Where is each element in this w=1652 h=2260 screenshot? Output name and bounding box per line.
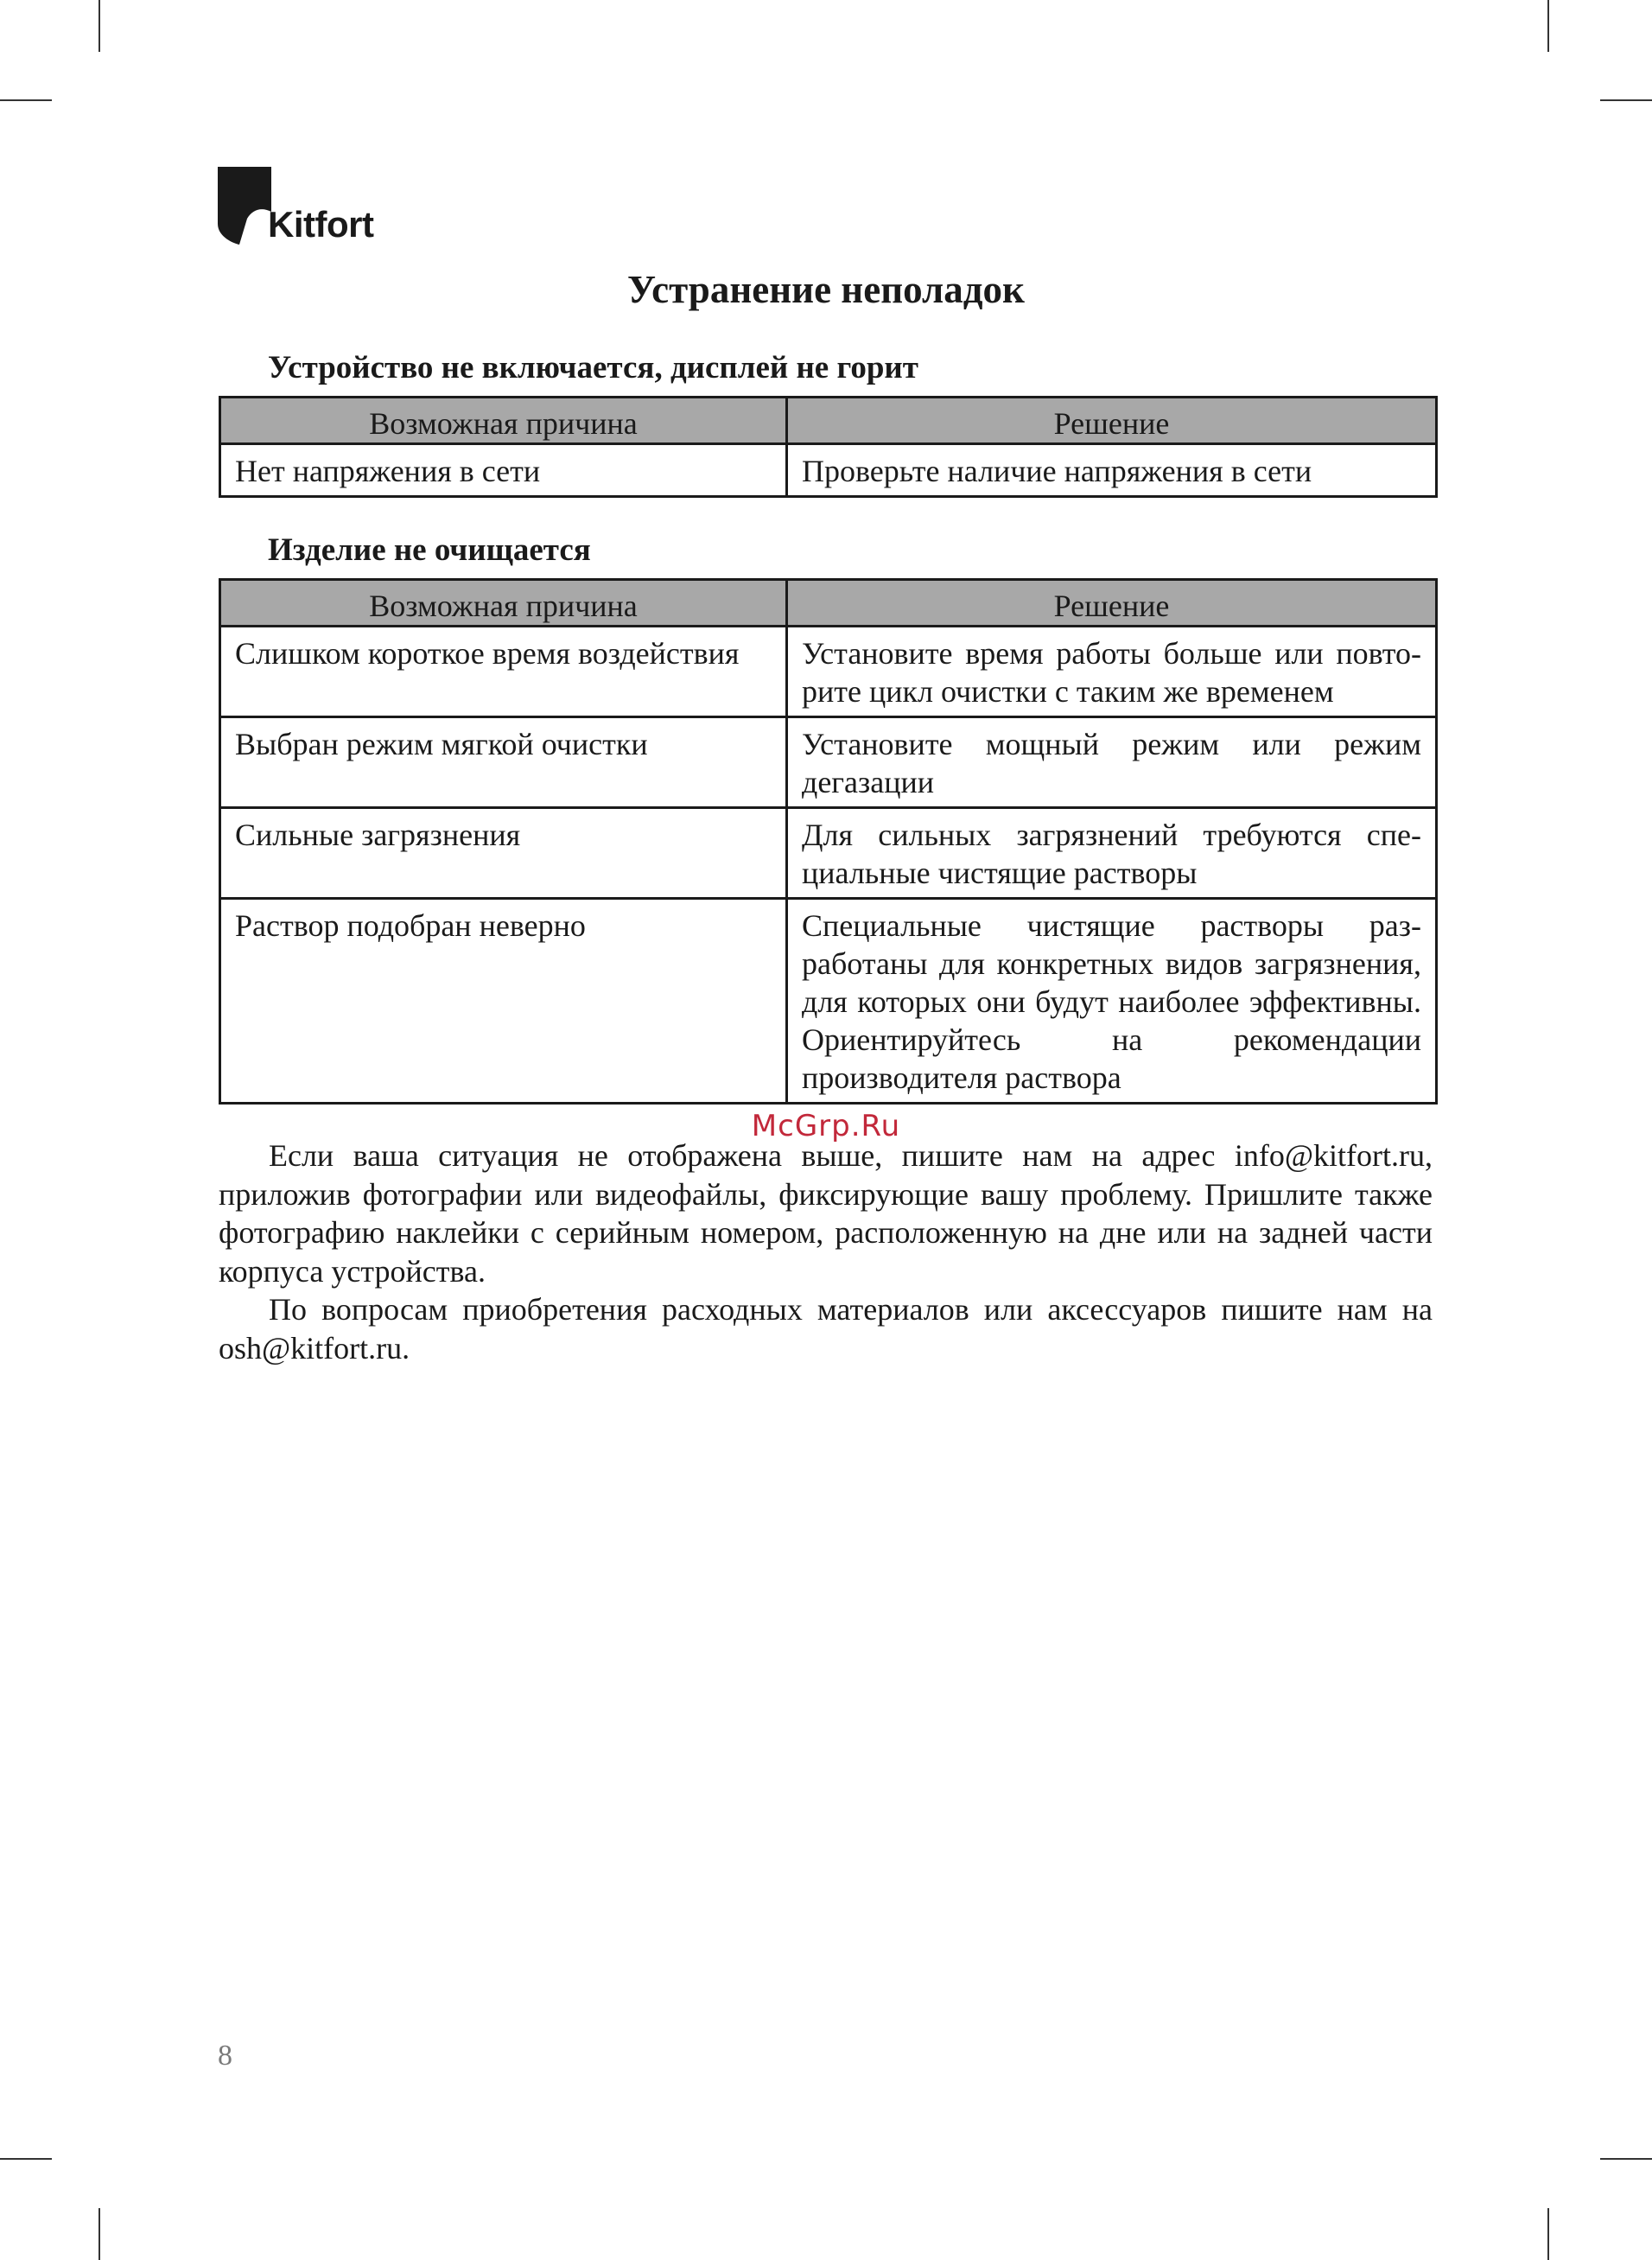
table-header-row	[220, 580, 1437, 627]
table-header-row	[220, 398, 1437, 444]
header-solution: Решение	[787, 580, 1437, 627]
page-number: 8	[218, 2040, 232, 2072]
crop-mark	[98, 0, 100, 52]
crop-mark	[98, 2208, 100, 2260]
solution-cell: Установите мощный режим или режим дегазации	[787, 717, 1437, 808]
section-title: Изделие не очищается	[268, 532, 591, 568]
cause-cell: Раствор подобран неверно	[220, 899, 787, 1104]
section-title: Устройство не включается, дисплей не горит	[268, 350, 918, 385]
watermark: McGrp.Ru	[751, 1109, 901, 1143]
crop-mark	[1547, 0, 1549, 52]
table-row	[220, 627, 1437, 717]
solution-cell: Проверьте наличие напряжения в сети	[787, 444, 1437, 497]
table-row	[220, 717, 1437, 808]
crop-mark	[1600, 2158, 1652, 2160]
solution-cell: Установите время работы больше или повторите цикл очистки с таким же временем	[787, 627, 1437, 717]
cause-cell: Сильные загрязнения	[220, 808, 787, 899]
cause-cell: Выбран режим мягкой очистки	[220, 717, 787, 808]
brand-logo-text: Kitfort	[268, 204, 374, 245]
cause-cell: Слишком короткое время воздействия	[220, 627, 787, 717]
header-solution: Решение	[787, 398, 1437, 444]
table-row	[220, 444, 1437, 497]
solution-cell: Специальные чистящие растворы разработаны для конкретных видов загрязнения, для которых они будут наиболее эффективны. Ориентируйтесь на рекомендации производителя раствора	[787, 899, 1437, 1104]
crop-mark	[1547, 2208, 1549, 2260]
cause-cell: Нет напряжения в сети	[220, 444, 787, 497]
header-cause: Возможная причина	[220, 580, 787, 627]
crop-mark	[0, 99, 52, 101]
crop-mark	[0, 2158, 52, 2160]
header-cause: Возможная причина	[220, 398, 787, 444]
crop-mark	[1600, 99, 1652, 101]
page-title: Устранение неполадок	[627, 268, 1025, 311]
brand-logo	[218, 167, 391, 250]
accessories-paragraph: По вопросам приобретения расходных материалов или аксессуаров пишите нам на osh@kitfort.ru.	[219, 1292, 1433, 1366]
contact-paragraph: Если ваша ситуация не отображена выше, пишите нам на адрес info@kitfort.ru, приложив фотографии или видеофайлы, фиксирующие вашу проблему. Пришлите также фотографию наклейки с серийным номером, расположенную на дне или на задней части корпуса устройства.	[219, 1138, 1433, 1289]
troubleshooting-table	[219, 578, 1438, 1105]
solution-cell: Для сильных загрязнений требуются специальные чистящие растворы	[787, 808, 1437, 899]
troubleshooting-table	[219, 396, 1438, 498]
table-row	[220, 808, 1437, 899]
table-row	[220, 899, 1437, 1104]
